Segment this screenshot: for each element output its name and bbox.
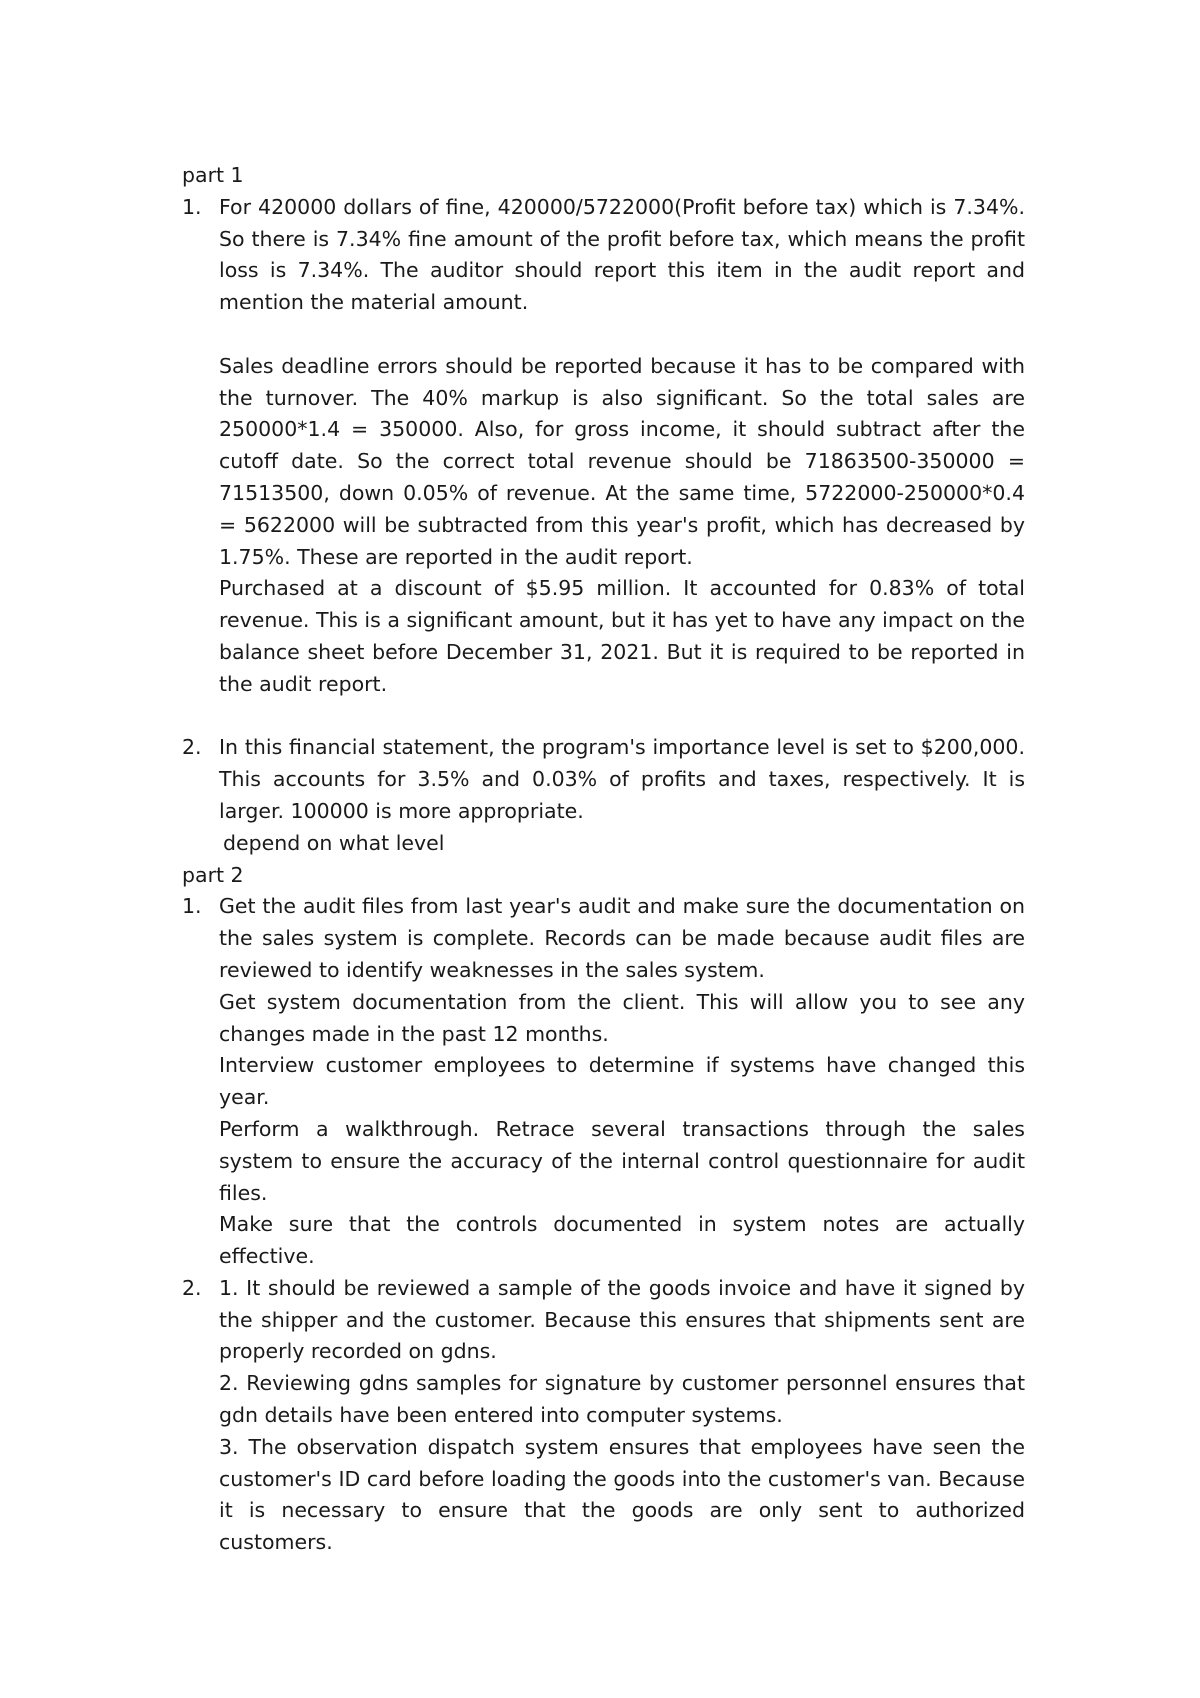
paragraph-dispatch-observation: 3. The observation dispatch system ensures that employees have seen the customer's ID card before loading the goods into the customer's van. Because it is necessary to ensure that the goods are only sent to authorized customers.	[219, 1434, 1025, 1555]
paragraph-fine-materiality: For 420000 dollars of fine, 420000/5722000(Profit before tax) which is 7.34%. So there is 7.34% fine amount of the profit before tax, which means the profit loss is 7.34%. The auditor should report this item in the audit report and mention the material amount.	[219, 194, 1025, 315]
part-2-item-2	[182, 1273, 1025, 1559]
paragraph-gdn-signature: 2. Reviewing gdns samples for signature by customer personnel ensures that gdn details have been entered into computer systems.	[219, 1371, 1025, 1428]
paragraph-audit-files: Get the audit files from last year's audit and make sure the documentation on the sales system is complete. Records can be made because audit files are reviewed to identify weaknesses in the sales system.	[219, 894, 1025, 982]
part-2-item-1	[182, 891, 1025, 1273]
document-body	[182, 160, 1025, 1559]
paragraph-system-documentation: Get system documentation from the client. This will allow you to see any changes made in the past 12 months.	[219, 989, 1025, 1046]
item-number: 1.	[182, 894, 202, 919]
part-1-item-1	[182, 192, 1025, 733]
paragraph-spacer	[219, 319, 1025, 351]
paragraph-discount-purchase: Purchased at a discount of $5.95 million. It accounted for 0.83% of total revenue. This is a significant amount, but it has yet to have any impact on the balance sheet before December 31, 2021. But it is required to be reported in the audit report.	[219, 576, 1025, 696]
item-number: 2.	[182, 735, 202, 760]
paragraph-note: depend on what level	[223, 830, 445, 855]
paragraph-spacer	[219, 701, 1025, 733]
part-1-item-2	[182, 732, 1025, 859]
part-1-list	[182, 192, 1025, 860]
part-2-list	[182, 891, 1025, 1559]
part-2-section	[182, 860, 1025, 1560]
part-1-heading: part 1	[182, 163, 244, 187]
part-2-heading: part 2	[182, 862, 244, 887]
paragraph-controls-effective: Make sure that the controls documented in system notes are actually effective.	[219, 1212, 1025, 1269]
paragraph-walkthrough: Perform a walkthrough. Retrace several transactions through the sales system to ensure the accuracy of the internal control questionnaire for audit files.	[219, 1116, 1025, 1205]
item-number: 2.	[182, 1275, 202, 1300]
paragraph-sales-cutoff: Sales deadline errors should be reported because it has to be compared with the turnover. The 40% markup is also significant. So the total sales are 250000*1.4 = 350000. Also, for gross income, it should subtract after the cutoff date. So the correct total revenue should be 71863500-350000 = 71513500, down 0.05% of revenue. At the same time, 5722000-250000*0.4 = 5622000 will be subtracted from this year's profit, which has decreased by 1.75%. These are reported in the audit report.	[219, 353, 1025, 569]
paragraph-interview-employees: Interview customer employees to determine if systems have changed this year.	[219, 1053, 1025, 1110]
paragraph-materiality-level: In this financial statement, the program's importance level is set to $200,000. This accounts for 3.5% and 0.03% of profits and taxes, respectively. It is larger. 100000 is more appropriate.	[219, 735, 1025, 823]
item-number: 1.	[182, 194, 202, 219]
paragraph-invoice-review: 1. It should be reviewed a sample of the goods invoice and have it signed by the shipper and the customer. Because this ensures that shipments sent are properly recorded on gdns.	[219, 1275, 1025, 1364]
part-1-section	[182, 160, 1025, 860]
